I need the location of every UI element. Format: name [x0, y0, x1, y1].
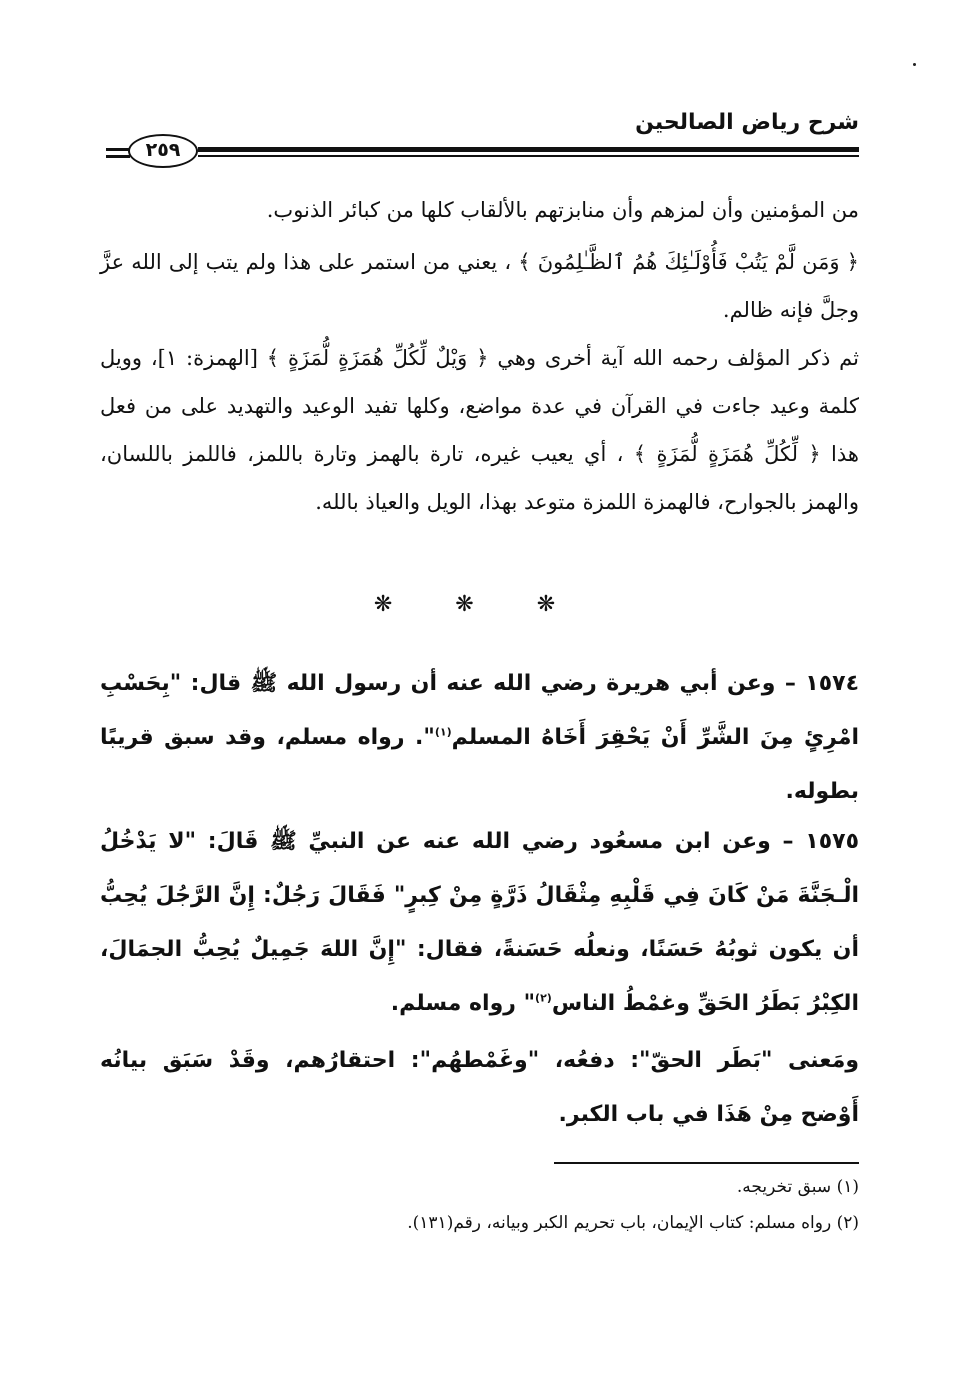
- scan-speck: [913, 63, 916, 66]
- paragraph-continuation: من المؤمنين وأن لمزهم وأن منابزتهم بالألقاب كلها من كبائر الذنوب.: [266, 198, 859, 222]
- running-header-title: شرح رياض الصالحين: [635, 110, 859, 135]
- header-rule-left-upper: [106, 148, 130, 151]
- hadith-1575-text: ١٥٧٥ – وعن ابن مسعُود رضي الله عنه عن النبيِّ ﷺ قَالَ: "لا يَدْخُلُ الْـجَنَّةَ مَنْ كَانَ فِي قَلْبِهِ مِثْقَالُ ذَرَّةٍ مِنْ كِبرٍ" فَقَالَ رَجُلٌ: إِنَّ الرَّجُلَ يُحِبُّ أن يكون ثوبُهُ حَسَنًا، ونعلُه حَسَنةً، فقال: "إِنَّ اللهَ جَمِيلٌ يُحِبُّ الجمَالَ، الكِبْرُ بَطَرُ الحَقِّ وغمْطُ الناس: [100, 829, 859, 1016]
- header-rule-thin: [198, 155, 859, 157]
- footnote-ref-1[interactable]: (١): [434, 725, 452, 739]
- footnote-2: (٢) رواه مسلم: كتاب الإيمان، باب تحريم الكبر وبيانه، رقم(١٣١).: [407, 1213, 859, 1233]
- paragraph-verse-repentance: ﴿ وَمَن لَّمْ يَتُبْ فَأُوْلَـٰئِكَ هُمُ ٱلظَّـٰلِمُونَ ﴾ ، يعني من استمر على هذا ولم يتب إلى الله عزَّ وجلَّ فإنه ظالم.: [100, 250, 859, 322]
- header-rule-left-lower: [106, 155, 130, 158]
- footnote-1: (١) سبق تخريجه.: [736, 1177, 859, 1197]
- page-number-badge: [128, 134, 198, 168]
- hadith-1574-source: ". رواه مسلم، وقد سبق قريبًا بطوله.: [100, 725, 859, 804]
- footnote-ref-2[interactable]: (٢): [535, 991, 552, 1005]
- hadith-explanation: ومَعنى "بَطَر الحقّ": دفعُه، "وغَمْطهُم": احتقارُهم، وقَدْ سَبَق بيانُه أَوْضح مِنْ هَذَا في باب الكبر.: [100, 1048, 859, 1127]
- hadith-1575-source: " رواه مسلم.: [390, 991, 536, 1016]
- paragraph-verse-humaza: ثم ذكر المؤلف رحمه الله آية أخرى وهي ﴿ وَيْلٌ لِّكُلِّ هُمَزَةٍ لُّمَزَةٍ ﴾ [الهمزة: ١]، وويل كلمة وعيد جاءت في القرآن في عدة مواضع، وكلها تفيد الوعيد والتهديد على من فعل هذا ﴿ لِّكُلِّ هُمَزَةٍ لُّمَزَةٍ ﴾ ، أي يعيب غيره، تارة بالهمز وتارة باللمز، فاللمز باللسان، والهمز بالجوارح، فالهمزة اللمزة متوعد بهذا، الويل والعياذ بالله.: [100, 346, 859, 514]
- footnote-separator: [554, 1162, 859, 1164]
- page-number: ٢٥٩: [145, 139, 181, 161]
- header-rule-thick: [198, 147, 859, 152]
- section-separator: ❋ ❋ ❋: [373, 592, 584, 617]
- hadith-1574: [100, 657, 859, 819]
- hadith-1574-text: ١٥٧٤ – وعن أبي هريرة رضي الله عنه أن رسول الله ﷺ قال: "بِحَسْبِ امْرِئٍ مِنَ الشَّرِّ أَنْ يَحْقِرَ أَخَاهُ المسلم: [100, 671, 859, 750]
- hadith-1575: [100, 815, 859, 1031]
